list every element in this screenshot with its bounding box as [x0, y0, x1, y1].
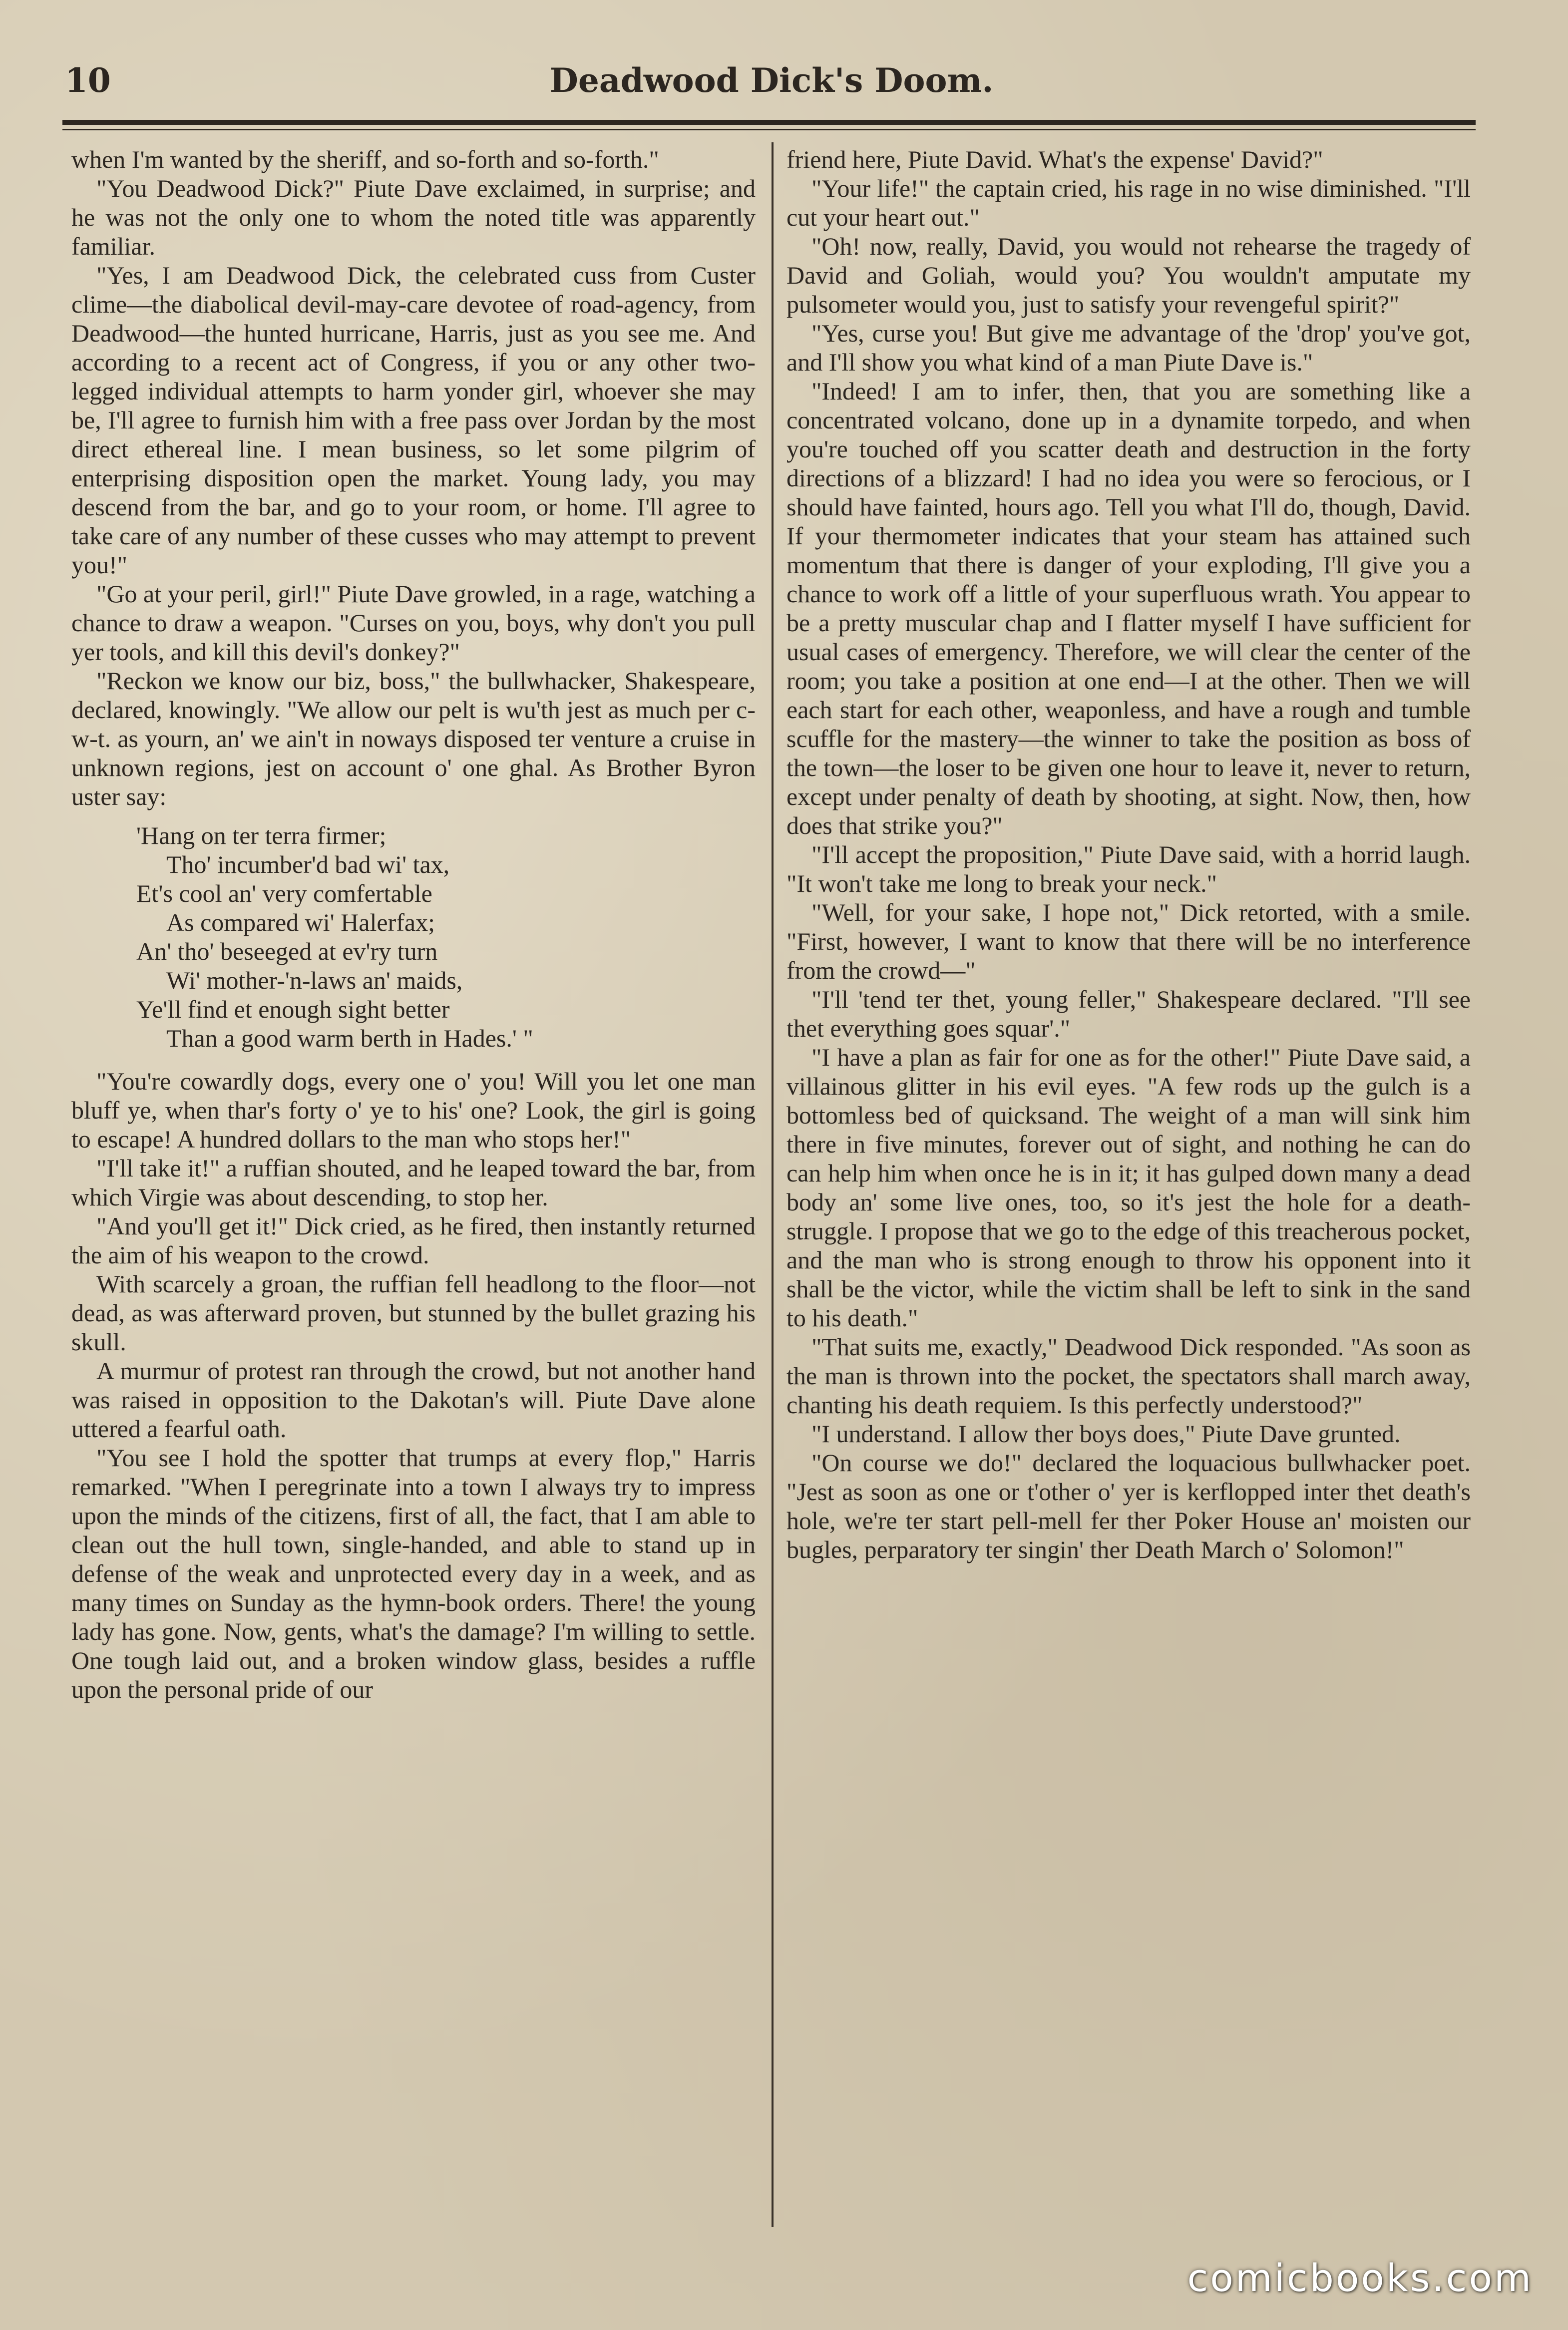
right-paragraph: friend here, Piute David. What's the expense' David?"	[786, 145, 1323, 173]
left-paragraph: "You're cowardly dogs, every one o' you! Will you let one man bluff ye, when thar's forty o' ye to his' one? Look, the girl is going to escape! A hundred dollars to the man who stops her!"	[71, 1067, 756, 1153]
verse-line: Wi' mother-'n-laws an' maids,	[166, 966, 463, 994]
left-paragraph: "You see I hold the spotter that trumps at every flop," Harris remarked. "When I peregrinate into a town I always try to impress upon the minds of the citizens, first of all, the fact, that I am able to clean out the hull town, single-handed, and able to stand up in defense of the weak and unprotected every day in a week, and as many times on Sunday as the hymn-book orders. There! the young lady has gone. Now, gents, what's the damage? I'm willing to settle. One tough laid out, and a broken window glass, besides a ruffle upon the personal pride of our	[71, 1444, 756, 1703]
verse-line: 'Hang on ter terra firmer;	[136, 821, 387, 849]
right-paragraph: "Indeed! I am to infer, then, that you are something like a concentrated volcano, done up in a dynamite torpedo, and when you're touched off you scatter death and destruction in the forty directions of a blizzard! I had no idea you were so ferocious, or I should have fainted, hours ago. Tell you what I'll do, though, David. If your thermometer indicates that your steam has attained such momentum that there is danger of your exploding, I'll give you a chance to work off a little of your superfluous wrath. You appear to be a pretty muscular chap and I flatter myself I have sufficient for usual cases of emergency. Therefore, we will clear the center of the room; you take a position at one end—I at the other. Then we will each start for each other, weaponless, and have a rough and tumble scuffle for the mastery—the winner to take the position as boss of the town—the loser to be given one hour to leave it, never to return, except under penalty of death by shooting, at sight. Now, then, how does that strike you?"	[786, 377, 1471, 839]
left-paragraph: "You Deadwood Dick?" Piute Dave exclaimed, in surprise; and he was not the only one to whom the noted title was apparently familiar.	[71, 174, 756, 260]
header-rule-thin	[62, 129, 1476, 130]
verse-line: As compared wi' Halerfax;	[166, 908, 435, 936]
left-paragraph: A murmur of protest ran through the crowd, but not another hand was raised in opposition to the Dakotan's will. Piute Dave alone uttered a fearful oath.	[71, 1357, 756, 1443]
header-rule-thick	[62, 120, 1476, 125]
right-paragraph: "Yes, curse you! But give me advantage of the 'drop' you've got, and I'll show you what kind of a man Piute Dave is."	[786, 319, 1471, 376]
left-column	[71, 145, 756, 1704]
right-paragraph: "I'll 'tend ter thet, young feller," Shakespeare declared. "I'll see thet everything goes squar'."	[786, 985, 1471, 1042]
running-title: Deadwood Dick's Doom.	[549, 61, 994, 100]
verse-block	[136, 821, 756, 1053]
verse-line: Et's cool an' very comfertable	[136, 879, 432, 907]
page-header	[65, 56, 1478, 116]
page-number: 10	[65, 61, 111, 100]
verse-line: Than a good warm berth in Hades.' "	[166, 1024, 533, 1052]
right-paragraph: "On course we do!" declared the loquacious bullwhacker poet. "Jest as soon as one or t'other o' yer is kerflopped inter thet death's hole, we're ter start pell-mell fer ther Poker House an' moisten our bugles, perparatory ter singin' ther Death March o' Solomon!"	[786, 1449, 1471, 1563]
verse-line: Ye'll find et enough sight better	[136, 995, 450, 1023]
verse-line: Tho' incumber'd bad wi' tax,	[166, 850, 450, 878]
right-paragraph: "Oh! now, really, David, you would not rehearse the tragedy of David and Goliah, would you? You wouldn't amputate my pulsometer would you, just to satisfy your revengeful spirit?"	[786, 232, 1471, 318]
column-divider	[772, 142, 774, 2227]
right-paragraph: "That suits me, exactly," Deadwood Dick responded. "As soon as the man is thrown into the pocket, the spectators shall march away, chanting his death requiem. Is this perfectly understood?"	[786, 1333, 1471, 1419]
left-paragraph: "Yes, I am Deadwood Dick, the celebrated cuss from Custer clime—the diabolical devil-may-care devotee of road-agency, from Deadwood—the hunted hurricane, Harris, just as you see me. And according to a recent act of Congress, if you or any other two-legged individual attempts to harm yonder girl, whoever she may be, I'll agree to furnish him with a free pass over Jordan by the most direct ethereal line. I mean business, so let some pilgrim of enterprising disposition open the market. Young lady, you may descend from the bar, and go to your room, or home. I'll agree to take care of any number of these cusses who may attempt to prevent you!"	[71, 261, 756, 579]
right-paragraph: "I understand. I allow ther boys does," Piute Dave grunted.	[811, 1420, 1401, 1448]
verse-line: An' tho' beseeged at ev'ry turn	[136, 937, 438, 965]
right-paragraph: "I have a plan as fair for one as for the other!" Piute Dave said, a villainous glitter in his evil eyes. "A few rods up the gulch is a bottomless bed of quicksand. The weight of a man will sink him there in five minutes, forever out of sight, and nothing he can do can help him when once he is in it; it has gulped down many a dead body an' some live ones, too, so it's jest the hole for a death-struggle. I propose that we go to the edge of this treacherous pocket, and the man who is strong enough to throw his opponent into it shall be the victor, while the victim shall be left to sink in the sand to his death."	[786, 1043, 1471, 1332]
left-paragraph: "Go at your peril, girl!" Piute Dave growled, in a rage, watching a chance to draw a weapon. "Curses on you, boys, why don't you pull yer tools, and kill this devil's donkey?"	[71, 580, 756, 666]
right-paragraph: "Your life!" the captain cried, his rage in no wise diminished. "I'll cut your heart out."	[786, 174, 1471, 231]
left-paragraph: "Reckon we know our biz, boss," the bullwhacker, Shakespeare, declared, knowingly. "We allow our pelt is wu'th jest as much per c-w-t. as yourn, an' we ain't in noways disposed ter venture a cruise in unknown regions, jest on account o' one ghal. As Brother Byron uster say:	[71, 667, 756, 810]
left-paragraph: when I'm wanted by the sheriff, and so-forth and so-forth."	[71, 145, 659, 173]
right-paragraph: "I'll accept the proposition," Piute Dave said, with a horrid laugh. "It won't take me long to break your neck."	[786, 840, 1471, 897]
left-paragraph: With scarcely a groan, the ruffian fell headlong to the floor—not dead, as was afterward proven, but stunned by the bullet grazing his skull.	[71, 1270, 756, 1356]
left-paragraph: "I'll take it!" a ruffian shouted, and he leaped toward the bar, from which Virgie was about descending, to stop her.	[71, 1154, 756, 1211]
watermark: comicbooks.com	[1187, 2256, 1533, 2300]
right-column	[786, 145, 1471, 1564]
left-paragraph: "And you'll get it!" Dick cried, as he fired, then instantly returned the aim of his weapon to the crowd.	[71, 1212, 756, 1269]
right-paragraph: "Well, for your sake, I hope not," Dick retorted, with a smile. "First, however, I want to know that there will be no interference from the crowd—"	[786, 898, 1471, 984]
